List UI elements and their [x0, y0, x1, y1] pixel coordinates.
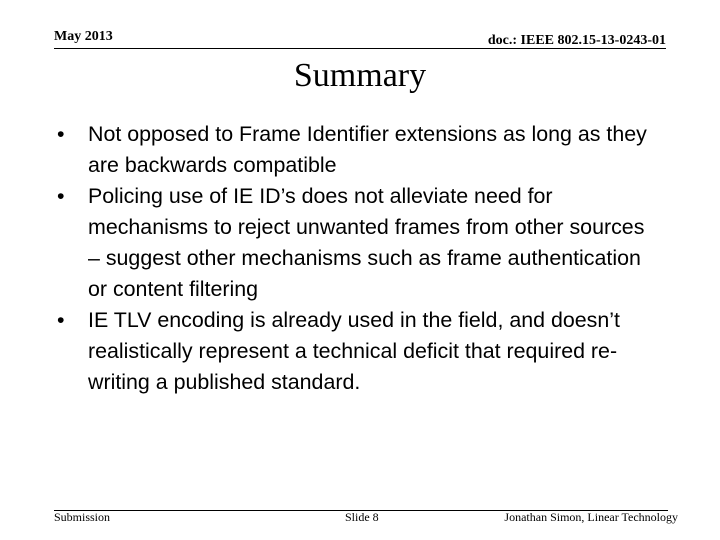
bullet-marker: • — [57, 122, 65, 146]
bullet-item — [57, 305, 657, 398]
bullet-text: Not opposed to Frame Identifier extensions as long as they are backwards compatible — [88, 122, 647, 177]
slide-title: Summary — [293, 57, 427, 94]
header-doc-id: doc.: IEEE 802.15-13-0243-01 — [487, 33, 666, 48]
bullet-list — [57, 119, 657, 398]
bullet-item — [57, 181, 657, 305]
header-divider — [54, 48, 666, 49]
footer-submission: Submission — [54, 510, 111, 524]
bullet-item — [57, 119, 657, 181]
bullet-text: Policing use of IE ID’s does not alleviate need for mechanisms to reject unwanted frames from other sources – suggest other mechanisms such as frame authentication or content filtering — [88, 184, 645, 301]
bullet-marker: • — [57, 308, 65, 332]
bullet-text: IE TLV encoding is already used in the field, and doesn’t realistically represent a technical deficit that required re-writing a published standard. — [88, 308, 620, 394]
bullet-marker: • — [57, 184, 65, 208]
header-date: May 2013 — [54, 29, 113, 44]
footer-slide-number: Slide 8 — [345, 510, 379, 524]
footer-author: Jonathan Simon, Linear Technology — [504, 510, 678, 524]
